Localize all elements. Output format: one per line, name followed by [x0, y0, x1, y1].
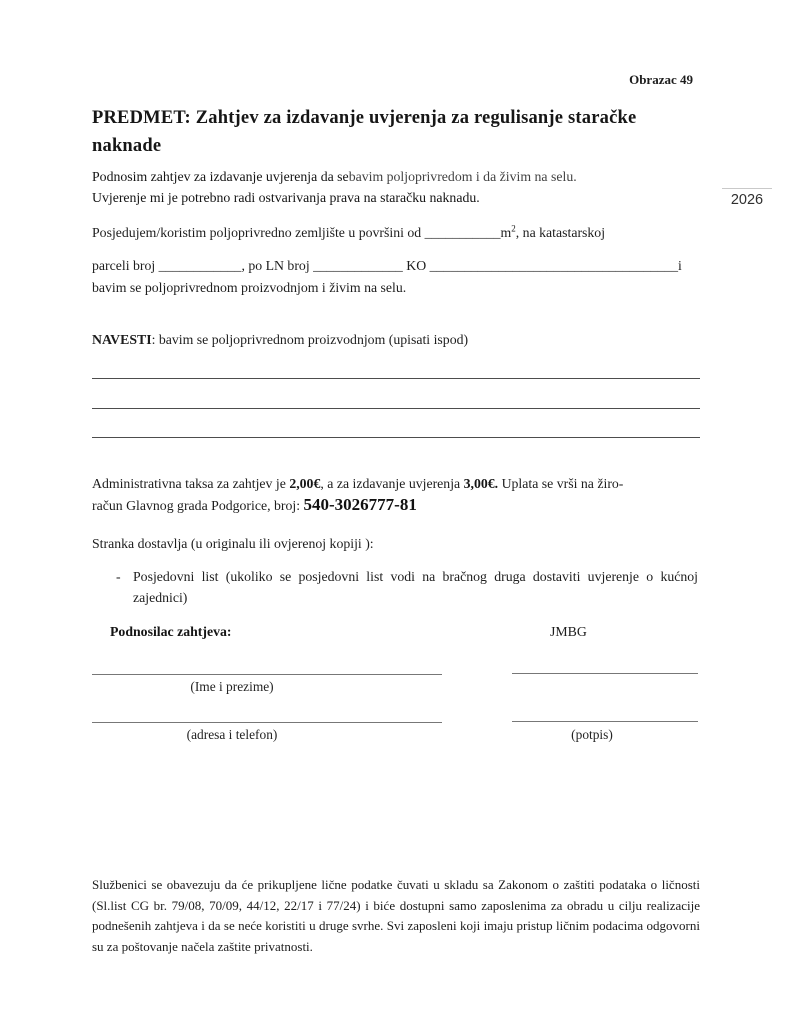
address-signature-line[interactable]: [92, 722, 442, 723]
jmbg-signature-line[interactable]: [512, 673, 698, 674]
parcel-line: [92, 255, 682, 276]
form-number: Obrazac 49: [629, 72, 693, 87]
intro-line1: [92, 166, 712, 187]
address-caption: (adresa i telefon): [186, 727, 278, 742]
ln-number-blank[interactable]: _____________: [313, 258, 403, 273]
parcel-p3: KO: [402, 258, 430, 273]
page-title-line1: PREDMET: Zahtjev za izdavanje uvjerenja za regulisanje staračke: [92, 108, 637, 128]
stranka-line: Stranka dostavlja (u originalu ili ovjerenoj kopiji ):: [92, 536, 374, 551]
write-line-2[interactable]: [92, 408, 700, 409]
land-lead: Posjedujem/koristim poljoprivredno zemljište u površini od: [92, 225, 425, 240]
parcel-p1: parceli broj: [92, 258, 159, 273]
land-unit: $m^2$: [500, 223, 516, 240]
privacy-footer: Službenici se obavezuju da će prikupljene lične podatke čuvati u skladu sa Zakonom o zaštiti podataka o ličnosti (Sl.list CG br. 79/08, 70/09, 44/12, 22/17 i 77/24) i biće dostupni samo zaposlenima za obradu u cilju realizacije podnešenih zahtjeva i da se neće koristiti u druge svrhe. Svi zaposleni koji imaju pristup ličnim podacima odgovorni su za poštovanje načela zaštite privatnosti.: [92, 877, 700, 954]
parcel-number-blank[interactable]: ____________: [158, 258, 242, 273]
parcel-p4: i: [677, 258, 682, 273]
land-tail: , na katastarskoj: [515, 225, 606, 240]
potpis-signature-line[interactable]: [512, 721, 698, 722]
land-unit-sup: 2: [511, 223, 516, 234]
jmbg-label: JMBG: [550, 624, 587, 639]
margin-note-2026: 2026: [722, 188, 772, 208]
intro-line1-part2: bavim poljoprivredom i da živim na selu.: [348, 169, 577, 184]
bullet-item: [92, 566, 698, 608]
giro-account-number: 540-3026777-81: [303, 495, 417, 514]
applicant-label: Podnosilac zahtjeva:: [110, 624, 232, 639]
intro-paragraph: [92, 166, 712, 208]
ko-blank[interactable]: ____________________________________: [429, 258, 678, 273]
tax-amount-certificate: 3,00€.: [463, 476, 499, 491]
navesti-label: NAVESTI: [92, 332, 152, 347]
page-title: [92, 104, 752, 160]
land-line: [92, 222, 605, 243]
intro-line1-part1: Podnosim zahtjev za izdavanje uvjerenja da se: [92, 169, 349, 184]
tax-amount-request: 2,00€: [289, 476, 321, 491]
navesti-line: [92, 329, 712, 350]
potpis-caption: (potpis): [571, 727, 613, 742]
land-area-blank[interactable]: ___________: [424, 225, 501, 240]
parcel-p2: , po LN broj: [241, 258, 314, 273]
page-title-line2: naknade: [92, 136, 162, 156]
name-caption: (Ime i prezime): [190, 679, 274, 694]
tax-line2: račun Glavnog grada Podgorice, broj: 540-3026777-81: [92, 495, 417, 514]
intro-line2: Uvjerenje mi je potrebno radi ostvarivanja prava na staračku naknadu.: [92, 190, 480, 205]
tax-paragraph: [92, 473, 732, 516]
village-line: bavim se poljoprivrednom proizvodnjom i živim na selu.: [92, 280, 407, 295]
navesti-rest: : bavim se poljoprivrednom proizvodnjom (upisati ispod): [151, 332, 469, 347]
write-line-1[interactable]: [92, 378, 700, 379]
bullet-text: Posjedovni list (ukoliko se posjedovni list vodi na bračnog druga dostaviti uvjerenje o kućnoj zajednici): [133, 569, 698, 605]
name-signature-line[interactable]: [92, 674, 442, 675]
write-line-3[interactable]: [92, 437, 700, 438]
bullet-marker: -: [116, 569, 121, 584]
tax-line1: Administrativna taksa za zahtjev je 2,00€, a za izdavanje uvjerenja 3,00€. Uplata se vrši na žiro-: [92, 476, 624, 491]
